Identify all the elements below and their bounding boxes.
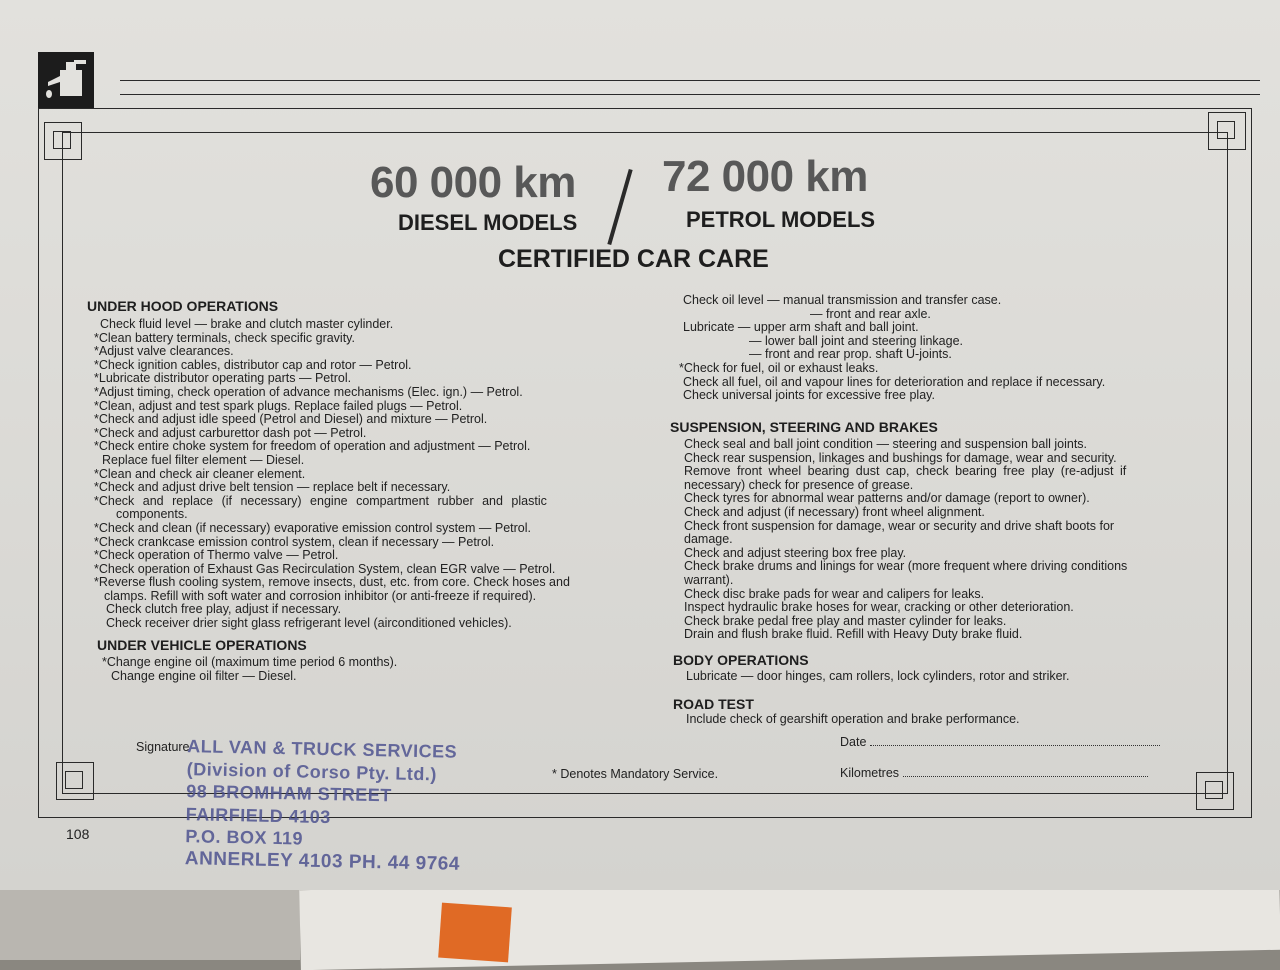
- road-test-list: [686, 713, 1020, 727]
- list-item: *Clean and check air cleaner element.: [94, 466, 306, 481]
- list-item: Check receiver drier sight glass refrigerant level (airconditioned vehicles).: [106, 616, 512, 631]
- suspension-list: [684, 438, 1127, 642]
- list-item: Inspect hydraulic brake hoses for wear, cracking or other deterioration.: [684, 600, 1074, 615]
- list-item: Check oil level — manual transmission and transfer case.: [683, 293, 1002, 307]
- transmission-list: [679, 293, 1106, 403]
- kilometres-label: Kilometres: [840, 766, 900, 780]
- stamp-line: P.O. BOX 119: [185, 826, 304, 849]
- diesel-km-title: 60 000 km: [370, 158, 576, 207]
- list-item: Check seal and ball joint condition — steering and suspension ball joints.: [684, 437, 1088, 451]
- oil-can-icon: [38, 52, 94, 108]
- list-item: Check all fuel, oil and vapour lines for deterioration and replace if necessary.: [683, 374, 1106, 389]
- list-item: components.: [116, 507, 188, 522]
- list-item: necessary) check for presence of grease.: [684, 477, 914, 492]
- corner-ornament: [1196, 772, 1234, 810]
- list-item: clamps. Refill with soft water and corrosion inhibitor (or anti-freeze if required).: [104, 588, 537, 603]
- list-item: Replace fuel filter element — Diesel.: [102, 452, 305, 467]
- stamp-line: FAIRFIELD 4103: [185, 803, 332, 827]
- list-item: *Clean, adjust and test spark plugs. Replace failed plugs — Petrol.: [94, 398, 463, 413]
- under-hood-list: [94, 318, 570, 631]
- list-item: *Lubricate distributor operating parts — Petrol.: [94, 371, 352, 386]
- list-item: *Check and adjust idle speed (Petrol and Diesel) and mixture — Petrol.: [94, 412, 488, 427]
- list-item: Drain and flush brake fluid. Refill with Heavy Duty brake fluid.: [684, 627, 1023, 642]
- corner-ornament: [56, 762, 94, 800]
- suspension-heading: SUSPENSION, STEERING AND BRAKES: [670, 419, 938, 435]
- body-operations-list: [686, 670, 1070, 684]
- signature-label: Signature: [136, 740, 190, 754]
- list-item: — front and rear prop. shaft U-joints.: [749, 347, 952, 362]
- stamp-line: 98 BROMHAM STREET: [186, 781, 392, 806]
- under-hood-heading: UNDER HOOD OPERATIONS: [87, 298, 279, 314]
- list-item: Check brake pedal free play and master cylinder for leaks.: [684, 613, 1007, 628]
- list-item: *Check and clean (if necessary) evaporative emission control system — Petrol.: [94, 520, 531, 535]
- list-item: Check tyres for abnormal wear patterns and/or damage (report to owner).: [684, 491, 1090, 506]
- list-item: *Check entire choke system for freedom of operation and adjustment — Petrol.: [94, 439, 531, 454]
- orange-paper-edge: [438, 903, 512, 963]
- list-item: *Check and adjust carburettor dash pot — Petrol.: [94, 425, 367, 440]
- list-item: — front and rear axle.: [810, 306, 931, 321]
- header-rule: [120, 94, 1260, 95]
- list-item: *Check ignition cables, distributor cap and rotor — Petrol.: [94, 357, 412, 372]
- corner-ornament: [44, 122, 82, 160]
- list-item: *Check for fuel, oil or exhaust leaks.: [679, 360, 879, 375]
- list-item: Include check of gearshift operation and brake performance.: [686, 712, 1020, 726]
- petrol-models-label: PETROL MODELS: [686, 207, 876, 232]
- list-item: *Reverse flush cooling system, remove insects, dust, etc. from core. Check hoses and: [94, 575, 570, 590]
- under-vehicle-list: [102, 656, 397, 683]
- date-label: Date: [840, 735, 867, 749]
- kilometres-field[interactable]: [840, 766, 1148, 780]
- list-item: Lubricate — upper arm shaft and ball joint.: [683, 320, 919, 335]
- list-item: Check rear suspension, linkages and bushings for damage, wear and security.: [684, 450, 1117, 465]
- corner-ornament: [1208, 112, 1246, 150]
- dealer-stamp: [185, 735, 463, 876]
- stamp-line: ALL VAN & TRUCK SERVICES: [187, 736, 458, 762]
- background-surface: [0, 890, 300, 960]
- list-item: *Adjust timing, check operation of advance mechanisms (Elec. ign.) — Petrol.: [94, 384, 523, 399]
- list-item: Check clutch free play, adjust if necessary.: [106, 602, 342, 617]
- list-item: — lower ball joint and steering linkage.: [749, 333, 964, 348]
- list-item: *Check crankcase emission control system, clean if necessary — Petrol.: [94, 534, 495, 549]
- list-item: *Adjust valve clearances.: [94, 344, 234, 359]
- list-item: Check brake drums and linings for wear (more frequent where driving conditions: [684, 559, 1128, 574]
- body-operations-heading: BODY OPERATIONS: [673, 652, 809, 668]
- mandatory-note: * Denotes Mandatory Service.: [552, 767, 719, 781]
- list-item: Check and adjust steering box free play.: [684, 545, 907, 560]
- list-item: *Change engine oil (maximum time period 6 months).: [102, 655, 398, 669]
- list-item: *Check operation of Thermo valve — Petrol.: [94, 548, 339, 563]
- list-item: Change engine oil filter — Diesel.: [111, 668, 297, 683]
- list-item: *Check and replace (if necessary) engine compartment rubber and plastic: [94, 493, 547, 508]
- list-item: *Clean battery terminals, check specific gravity.: [94, 330, 355, 345]
- page-title: CERTIFIED CAR CARE: [498, 245, 769, 273]
- list-item: warrant).: [684, 572, 734, 587]
- list-item: Check universal joints for excessive free play.: [683, 388, 935, 403]
- page-number: 108: [66, 826, 90, 842]
- stamp-line: ANNERLEY 4103 PH. 44 9764: [184, 847, 461, 875]
- stamp-line: (Division of Corso Pty. Ltd.): [186, 758, 438, 784]
- list-item: Check disc brake pads for wear and calipers for leaks.: [684, 586, 985, 601]
- petrol-km-title: 72 000 km: [662, 152, 868, 201]
- header-rule: [120, 80, 1260, 81]
- list-item: Remove front wheel bearing dust cap, check bearing free play (re-adjust if: [684, 464, 1127, 479]
- date-line[interactable]: [870, 735, 1160, 746]
- list-item: Lubricate — door hinges, cam rollers, lock cylinders, rotor and striker.: [686, 669, 1070, 683]
- diesel-models-label: DIESEL MODELS: [398, 210, 578, 235]
- list-item: Check and adjust (if necessary) front wheel alignment.: [684, 504, 985, 519]
- list-item: damage.: [684, 532, 733, 547]
- date-field[interactable]: [840, 735, 1160, 749]
- kilometres-line[interactable]: [903, 766, 1148, 777]
- list-item: *Check operation of Exhaust Gas Recirculation System, clean EGR valve — Petrol.: [94, 561, 556, 576]
- road-test-heading: ROAD TEST: [673, 696, 754, 712]
- under-vehicle-heading: UNDER VEHICLE OPERATIONS: [97, 637, 307, 653]
- list-item: Check front suspension for damage, wear or security and drive shaft boots for: [684, 518, 1115, 533]
- list-item: *Check and adjust drive belt tension — replace belt if necessary.: [94, 480, 451, 495]
- list-item: Check fluid level — brake and clutch master cylinder.: [100, 317, 394, 331]
